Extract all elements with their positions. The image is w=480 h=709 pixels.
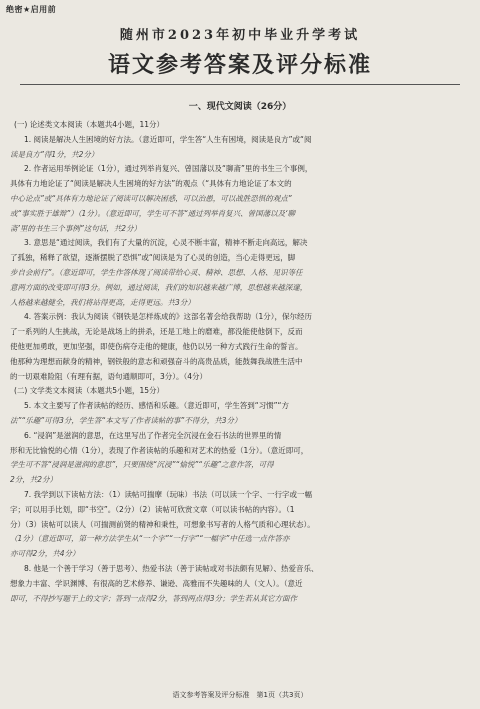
text-line: 8. 他是一个善于学习（善于思考）、热爱书法（善于读帖或对书法颇有见解）、热爱音乐、 [24, 563, 319, 573]
text-line: 读是良方”得1分，共2分） [10, 149, 99, 159]
text-line: 5. 本文主要写了作者读帖的经历、感悟和乐趣。（意近即可，学生答到“习惯”“方 [24, 401, 289, 411]
text-line: 的一切艰难险阻（有理有据，语句通顺即可，3分）。（4分） [10, 371, 208, 381]
text-line: 具体有力地论证了“阅读是解决人生困境的好方法”的观点（“具体有力地论证了本文的 [10, 179, 292, 189]
text-line: 或“事实胜于雄辩”）（1分）。（意近即可，学生可不答“通过列举肖复兴、曾国藩以及‘聊 [10, 208, 296, 218]
text-line: 想象力丰富、学识渊博、有很高的艺术修养、谦逊、高雅而不失趣味的人（文人）。（意近 [10, 578, 303, 588]
text-line: 2分，共2分） [10, 475, 58, 485]
text-line: 形和无比愉悦的心情（1分），表现了作者读帖的乐趣和对艺术的热爱（1分）。（意近即可， [10, 445, 309, 455]
text-line: 分）（3）读帖可以读人（可揣测前贤的精神和秉性，可想象书写者的人格气质和心理状态）。 [10, 519, 315, 529]
text-line: 人格越来越健全，我们将站得更高，走得更远。共3分） [10, 297, 195, 307]
text-line: 意两方面的改变即可得3分。例如，通过阅读，我们的知识越来越广博，思想越来越深邃， [10, 282, 308, 292]
text-line: (二) 文学类文本阅读（本题共5小题，15分） [14, 386, 165, 396]
secret-label: 绝密★启用前 [6, 5, 57, 14]
text-line: 步自会前行”。（意近即可，学生作答体现了阅读带给心灵、精神、思想、人格、见识等任 [10, 267, 303, 277]
title-divider [20, 84, 460, 85]
section-title: 一、现代文阅读（26分） [188, 102, 292, 112]
text-line: 2. 作者运用举例论证（1分），通过列举肖复兴、曾国藩以及“聊斋”里的书生三个事例， [24, 164, 313, 174]
page-footer: 语文参考答案及评分标准 第1页（共3页） [172, 691, 308, 699]
text-line: （1分）（意近即可，第一种方法学生从“一个字”“一行字”“一幅字”中任选一点作答亦 [10, 534, 290, 544]
text-line: 亦可得2分，共4分） [10, 549, 80, 559]
text-line: 7. 我学到以下读帖方法：（1）读帖可揣摩（玩味）书法（可以读一个字、一行字或一幅 [24, 489, 313, 499]
text-line: 了一系列的人生挑战，无论是战场上的拼杀，还是工地上的磨难，都没能使他倒下，反而 [10, 327, 303, 337]
text-line: 了孤独，稀释了欲望，逐渐摆脱了恐惧”或“阅读是为了心灵的创造，当心走得更远，脚 [10, 253, 296, 263]
answer-text-body [10, 118, 472, 606]
text-line: 中心论点”或“具体有力地论证了阅读可以解决困惑，可以治愚，可以战胜恐惧的观点” [10, 193, 292, 203]
document-title: 语文参考答案及评分标准 [107, 53, 372, 78]
exam-title: 随州市2023年初中毕业升学考试 [119, 28, 361, 43]
text-line: 他那种为理想而献身的精神，钢铁般的意志和顽强奋斗的高贵品质，能鼓舞我战胜生活中 [10, 356, 303, 366]
text-line: 3. 意思是“通过阅读，我们有了大量的沉淀，心灵不断丰富，精神不断走向高远，解决 [24, 238, 308, 248]
text-line: (一) 论述类文本阅读（本题共4小题，11分） [14, 120, 165, 129]
text-line: 学生可不答“浸润是滋润的意思”，只要围绕“沉浸”“愉悦”“乐趣”之意作答，可得 [10, 460, 274, 470]
text-line: 字；可以用手比划，即“书空”。（2分）（2）读帖可欣赏文章（可以读书帖的内容）。（1 [10, 504, 295, 514]
text-line: 即可，不得抄写题干上的文字；答到一点得2分，答到两点得3分；学生若从其它方面作 [10, 593, 298, 603]
text-line: 法”“乐趣”可得3分，学生答“本文写了作者读帖的事”不得分，共3分） [10, 415, 242, 425]
text-line: 使他更加勇敢，更加坚强，即使伤病夺走他的健康，他仍以另一种方式践行生命的誓言。 [10, 341, 303, 351]
text-line: 6. “浸润”是滋润的意思，在这里写出了作者完全沉浸在金石书法的世界里的情 [24, 430, 282, 440]
text-line: 4. 答案示例：我认为阅读《钢铁是怎样炼成的》这部名著会给我帮助（1分），保尔经历 [24, 312, 313, 322]
text-line: 1. 阅读是解决人生困境的好方法。（意近即可，学生答“人生有困境，阅读是良方”或“阅 [24, 134, 312, 144]
text-line: 斋’里的书生三个事例”这句话，共2分） [10, 223, 142, 233]
